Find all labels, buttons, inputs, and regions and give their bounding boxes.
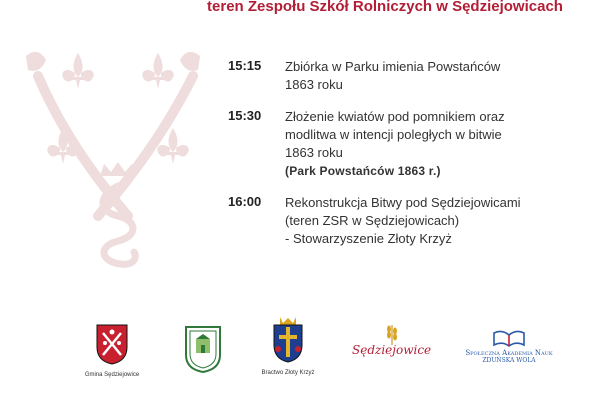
entry-text: (teren ZSR w Sędziejowicach)	[285, 213, 460, 228]
entry-text: modlitwa w intencji poległych w bitwie	[285, 127, 502, 142]
schedule-entry	[228, 194, 588, 248]
entry-text: 1863 roku	[285, 145, 343, 160]
entry-text: - Stowarzyszenie Złoty Krzyż	[285, 231, 452, 246]
logo-caption: Bractwo Złoty Krzyż	[261, 370, 315, 376]
entry-text: 1863 roku	[285, 77, 343, 92]
entry-text: Złożenie kwiatów pod pomnikiem oraz	[285, 109, 505, 124]
partner-logos	[0, 315, 600, 385]
logo-line2: ZDUŃSKA WOLA	[482, 357, 536, 364]
logo-sedziejowice	[352, 323, 432, 357]
logo-akademia	[464, 329, 554, 364]
logo-line1: Społeczna Akademia Nauk	[465, 349, 553, 357]
bractwo-crest-icon	[270, 315, 306, 363]
logo-bractwo	[254, 315, 322, 376]
entry-location: (Park Powstańców 1863 r.)	[285, 164, 441, 178]
gmina-crest-icon	[95, 323, 129, 365]
open-book-icon	[492, 329, 526, 347]
school-shield-icon	[184, 325, 222, 373]
entry-text: Zbiórka w Parku imienia Powstańców	[285, 59, 501, 74]
schedule-entry	[228, 108, 588, 180]
entry-text: Rekonstrukcja Bitwy pod Sędziejowicami	[285, 195, 521, 210]
coat-of-arms-watermark	[8, 36, 218, 276]
logo-caption: Gmina Sędziejowice	[84, 372, 140, 378]
entry-time: 15:15	[228, 58, 262, 73]
logo-wordmark: Sędziejowice	[352, 343, 432, 357]
entry-time: 16:00	[228, 194, 262, 209]
entry-time: 15:30	[228, 108, 262, 123]
logo-gmina	[82, 323, 142, 378]
page-title: teren Zespołu Szkół Rolniczych w Sędziejowicach	[207, 0, 563, 15]
schedule-list	[228, 58, 588, 258]
logo-zsr	[182, 325, 224, 378]
schedule-entry	[228, 58, 588, 94]
